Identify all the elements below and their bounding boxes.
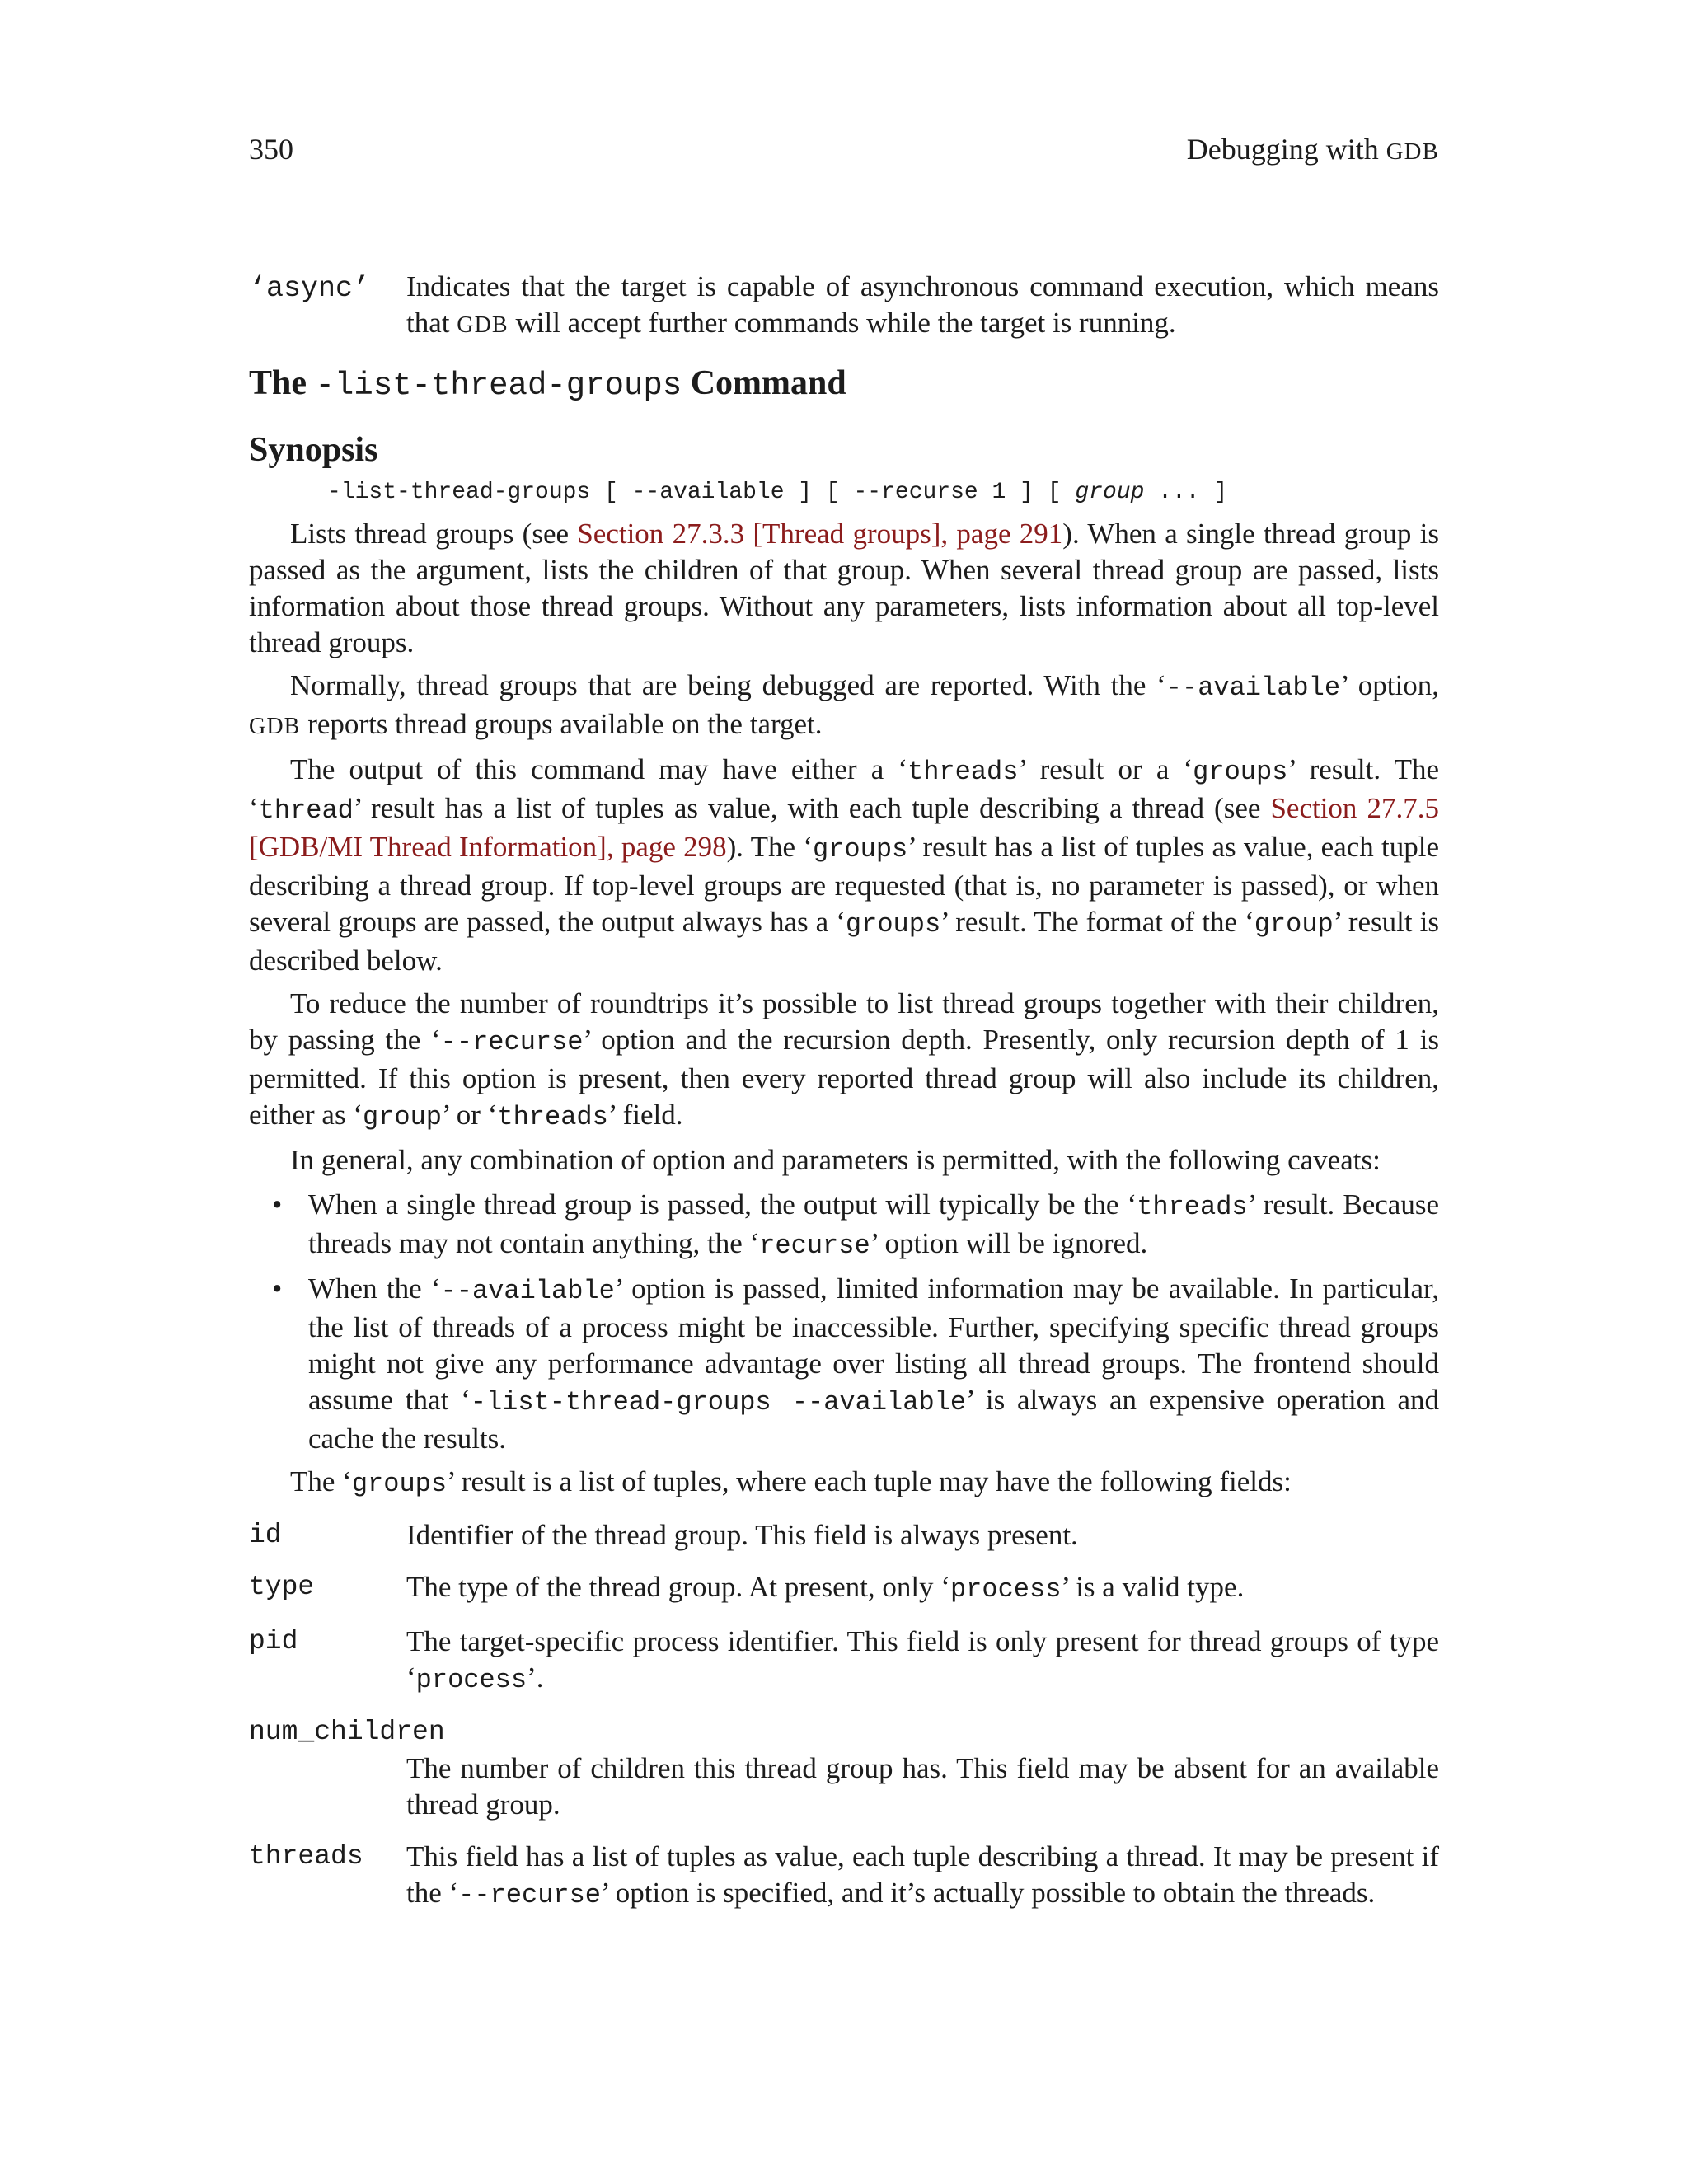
field-row-type	[249, 1569, 1439, 1608]
text: ’ is always an expensive operation and cache the results.	[308, 1384, 1439, 1455]
text: ’ result. The format of the ‘	[940, 906, 1254, 938]
async-entry	[249, 269, 1439, 344]
code-italic-param: group	[1075, 480, 1145, 505]
fields-table	[249, 1517, 1439, 1914]
inline-code: groups	[351, 1469, 448, 1499]
field-definition: Identifier of the thread group. This field is always present.	[406, 1519, 1078, 1551]
async-def-text: Indicates that the target is capable of asynchronous command execution, which means that	[406, 270, 1439, 339]
paragraph-output-format	[249, 752, 1439, 979]
text: ). When a single thread group is passed as the argument, lists the children of that group. When several thread group are passed, lists information about those thread groups. Without any parameters, lists information about all top-level thread groups.	[249, 518, 1439, 658]
text: ’ is a valid type.	[1061, 1571, 1245, 1603]
inline-code: group	[1254, 909, 1334, 940]
field-definition	[406, 1839, 1439, 1914]
inline-code: process	[415, 1665, 528, 1695]
heading-text: Command	[682, 364, 846, 402]
gdb-smallcaps: GDB	[249, 714, 301, 739]
field-term: id	[249, 1520, 282, 1550]
caveats-list	[249, 1187, 1439, 1457]
field-row-threads	[249, 1839, 1439, 1914]
heading-command: -list-thread-groups	[315, 368, 682, 404]
field-term: pid	[249, 1626, 298, 1657]
text: Normally, thread groups that are being debugged are reported. With the ‘	[290, 669, 1166, 701]
text: To reduce the number of roundtrips it’s possible to list thread groups together with their children, by passing the ‘	[249, 987, 1439, 1056]
field-definition	[406, 1624, 1439, 1699]
field-term: type	[249, 1572, 315, 1602]
async-term-text: ‘async’	[249, 272, 371, 305]
field-row-num-children	[249, 1714, 1439, 1823]
book-title	[1187, 132, 1439, 166]
text: ’ option,	[1340, 669, 1439, 701]
book-title-prefix: Debugging with	[1186, 133, 1386, 166]
inline-code: groups	[845, 909, 941, 940]
page-number: 350	[249, 133, 293, 166]
book-title-gdb: GDB	[1386, 138, 1439, 165]
synopsis-heading: Synopsis	[249, 431, 378, 469]
gdb-smallcaps: GDB	[457, 312, 509, 338]
inline-code: --recurse	[440, 1027, 584, 1057]
text: ’ result is described below.	[249, 906, 1439, 977]
inline-code: --available	[440, 1276, 615, 1306]
inline-code: -list-thread-groups --available	[470, 1387, 967, 1418]
text: ’ result has a list of tuples as value, with each tuple describing a thread (see	[353, 792, 1271, 824]
xref-link-thread-information[interactable]: Section 27.7.5 [GDB/MI Thread Information], page 298	[249, 792, 1439, 863]
text: ’ result. Because threads may not contain anything, the ‘	[308, 1188, 1439, 1259]
text: ’ result or a ‘	[1018, 753, 1193, 785]
text: ). The ‘	[726, 831, 813, 863]
async-def-text: will accept further commands while the target is running.	[508, 307, 1176, 339]
inline-code: threads	[907, 757, 1019, 787]
field-definition: The number of children this thread group has. This field may be absent for an available thread group.	[406, 1752, 1439, 1821]
async-definition	[406, 269, 1439, 344]
text: The target-specific process identifier. This field is only present for thread groups of type ‘	[406, 1625, 1439, 1694]
text: The output of this command may have either a ‘	[290, 753, 908, 785]
page-body	[249, 269, 1439, 1929]
text: When the ‘	[308, 1272, 441, 1305]
text: ’ option is passed, limited information may be available. In particular, the list of threads of a process might be inaccessible. Further, specifying specific thread groups might not give any performance advantage over listing all thread groups. The frontend should assume that ‘	[308, 1272, 1439, 1416]
field-term: num_children	[249, 1717, 445, 1747]
command-heading	[249, 362, 1439, 407]
inline-code: --recurse	[458, 1880, 601, 1910]
text: ’ field.	[607, 1099, 683, 1131]
text: ’ result is a list of tuples, where each tuple may have the following fields:	[447, 1465, 1292, 1497]
inline-code: thread	[258, 795, 354, 826]
inline-code: recurse	[759, 1230, 870, 1261]
running-header	[249, 132, 1439, 171]
text: The ‘	[290, 1465, 352, 1497]
list-item	[249, 1187, 1439, 1264]
text: ’ result has a list of tuples as value, each tuple describing a thread group. If top-level groups are requested (that is, no parameter is passed), or when several groups are passed, the output always has a ‘	[249, 831, 1440, 938]
code-text: ... ]	[1144, 480, 1228, 505]
text: Lists thread groups (see	[290, 518, 578, 550]
inline-code: threads	[1137, 1192, 1248, 1222]
paragraph-caveats-intro	[249, 1142, 1439, 1179]
paragraph-groups-fields-intro	[249, 1464, 1439, 1502]
xref-link-thread-groups[interactable]: Section 27.3.3 [Thread groups], page 291	[577, 518, 1063, 550]
code-text: -list-thread-groups [ --available ] [ --recurse 1 ] [	[327, 480, 1076, 505]
async-term	[249, 269, 406, 307]
paragraph-available-option	[249, 668, 1439, 745]
paragraph-lists-thread-groups	[249, 516, 1439, 661]
heading-text: The	[249, 364, 316, 402]
paragraph-recurse-option	[249, 986, 1439, 1136]
text: The type of the thread group. At present, only ‘	[406, 1571, 950, 1603]
inline-code: groups	[813, 834, 908, 865]
inline-code: threads	[497, 1102, 608, 1132]
text: ’ option is specified, and it’s actually possible to obtain the threads.	[601, 1877, 1376, 1909]
text: ’.	[527, 1661, 544, 1694]
field-definition	[406, 1569, 1439, 1608]
bullet-icon: •	[272, 1272, 283, 1305]
inline-code: groups	[1193, 757, 1288, 787]
text: This field has a list of tuples as value, each tuple describing a thread. It may be present if the ‘	[406, 1840, 1439, 1909]
field-row-id	[249, 1517, 1439, 1554]
inline-code: --available	[1165, 673, 1341, 703]
text: ’ option will be ignored.	[870, 1227, 1148, 1259]
text: ’ option and the recursion depth. Presently, only recursion depth of 1 is permitted. If this option is present, then every reported thread group will also include its children, either as ‘	[249, 1024, 1439, 1131]
field-term: threads	[249, 1841, 363, 1872]
field-row-pid	[249, 1624, 1439, 1699]
text: reports thread groups available on the target.	[300, 708, 823, 740]
inline-code: process	[950, 1574, 1062, 1605]
list-item	[249, 1271, 1439, 1457]
bullet-icon: •	[272, 1188, 283, 1221]
synopsis-code	[327, 476, 1439, 509]
text: When a single thread group is passed, the output will typically be the ‘	[308, 1188, 1137, 1221]
text: In general, any combination of option and parameters is permitted, with the following caveats:	[290, 1144, 1381, 1176]
text: ’ result. The ‘	[249, 753, 1439, 824]
inline-code: group	[362, 1102, 442, 1132]
text: ’ or ‘	[442, 1099, 498, 1131]
